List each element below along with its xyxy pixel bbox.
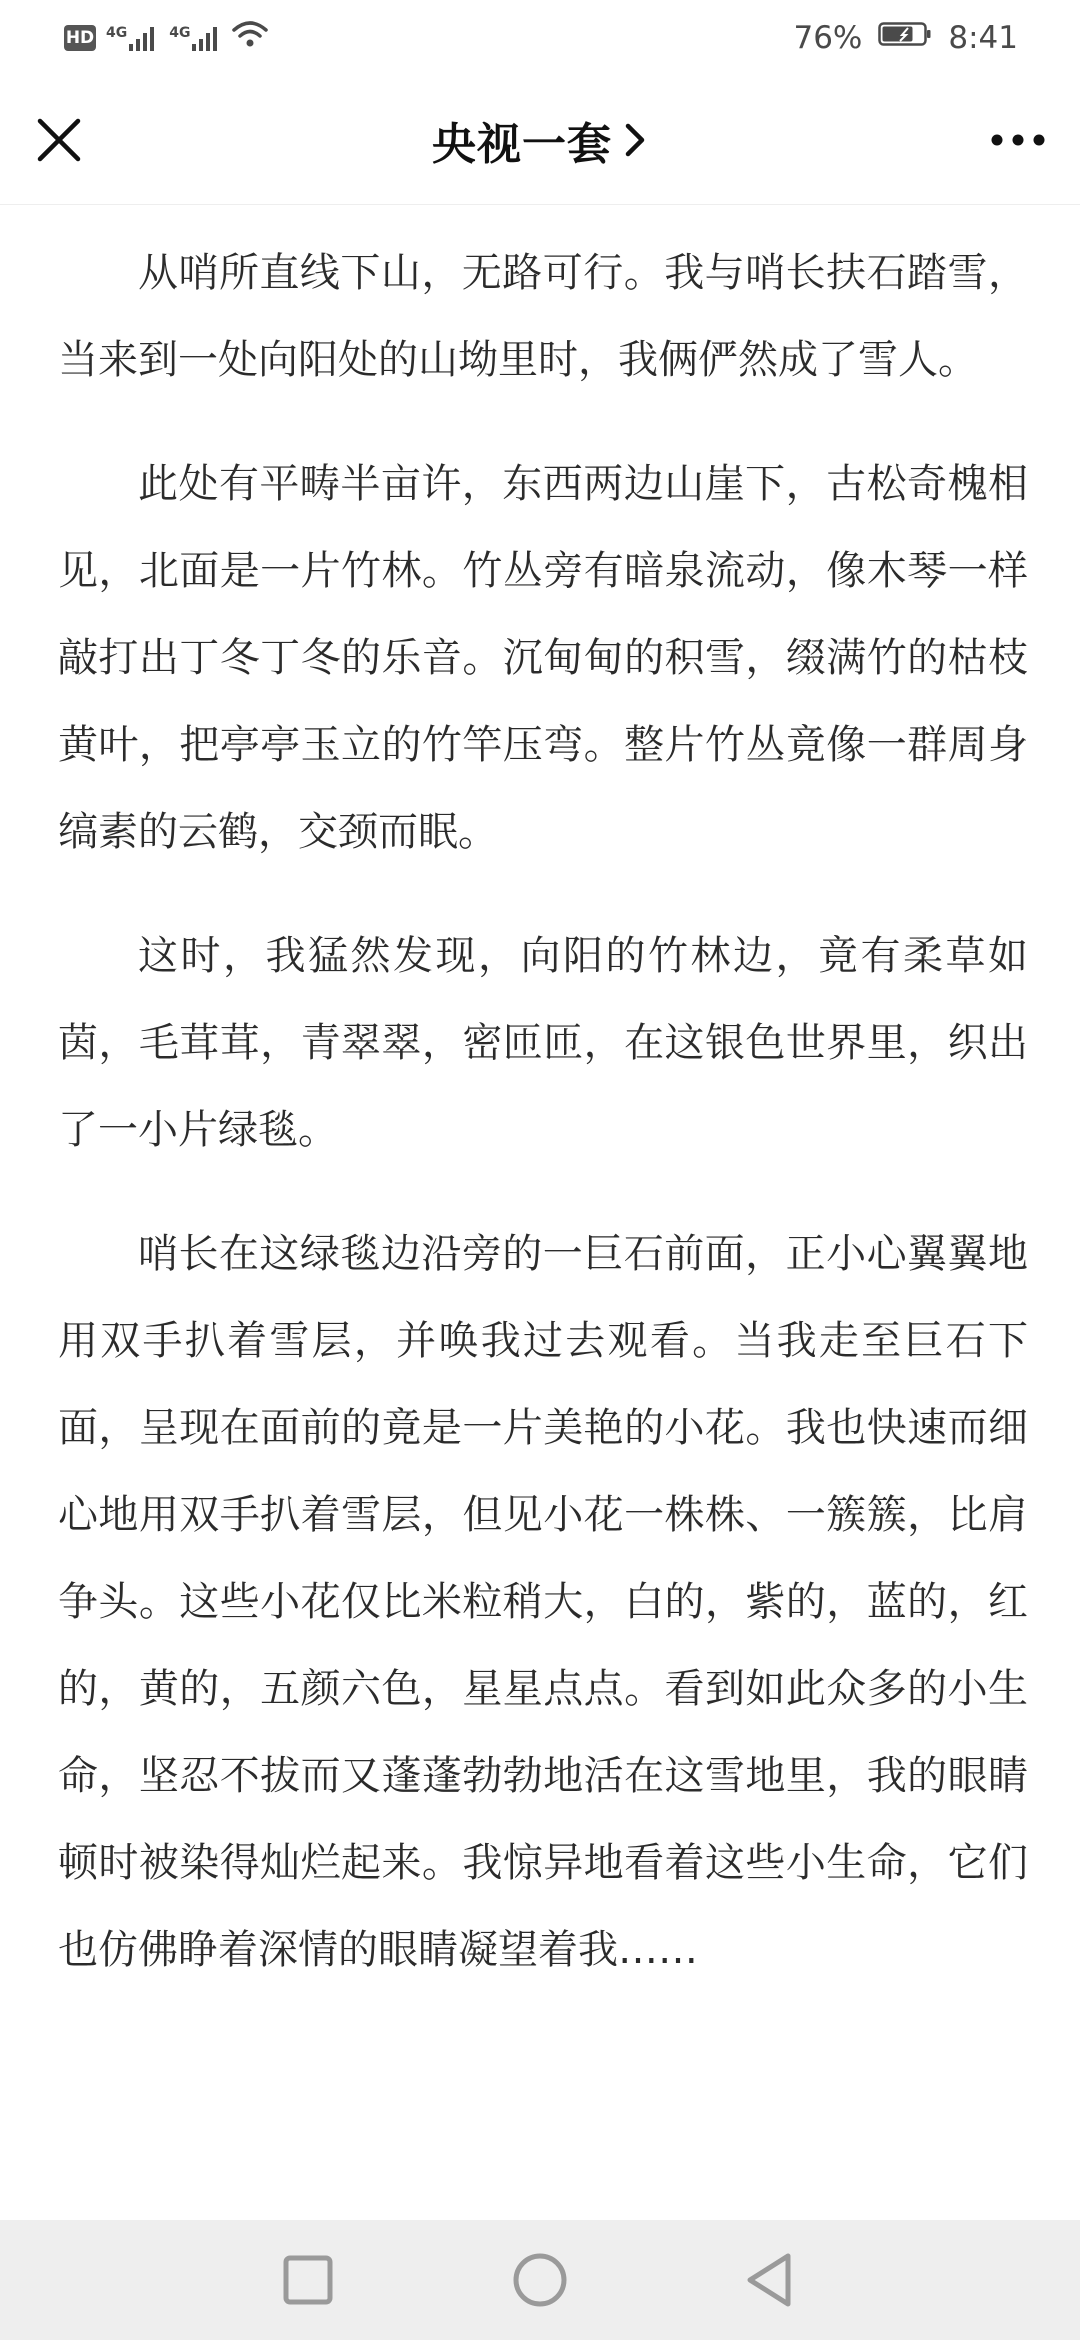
nav-bar: [0, 75, 1080, 205]
article-body: [58, 230, 1028, 2031]
chevron-right-icon: [622, 120, 648, 160]
network-type-label: 4G: [106, 24, 128, 41]
more-icon: [986, 111, 1050, 169]
page-title: 央视一套: [432, 119, 612, 170]
back-button[interactable]: [732, 2242, 808, 2318]
triangle-back-icon: [732, 2242, 808, 2318]
close-icon: [30, 111, 88, 169]
signal-icon: [106, 25, 159, 51]
status-bar: [0, 0, 1080, 75]
circle-icon: [502, 2242, 578, 2318]
article-paragraph: 这时，我猛然发现，向阳的竹林边，竟有柔草如茵，毛茸茸，青翠翠，密匝匝，在这银色世界里，织出了一小片绿毯。: [58, 933, 1028, 1153]
battery-percent: 76%: [793, 19, 863, 56]
article-paragraph: 哨长在这绿毯边沿旁的一巨石前面，正小心翼翼地用双手扒着雪层，并唤我过去观看。当我走至巨石下面，呈现在面前的竟是一片美艳的小花。我也快速而细心地用双手扒着雪层，但见小花一株株、一簇簇，比肩争头。这些小花仅比米粒稍大，白的，紫的，蓝的，红的，黄的，五颜六色，星星点点。看到如此众多的小生命，坚忍不拔而又蓬蓬勃勃地活在这雪地里，我的眼睛顿时被染得灿烂起来。我惊异地看着这些小生命，它们也仿佛睁着深情的眼睛凝望着我……: [58, 1231, 1028, 1973]
home-button[interactable]: [502, 2242, 578, 2318]
status-right: [793, 20, 1018, 56]
recents-button[interactable]: [270, 2242, 346, 2318]
article-paragraph: 从哨所直线下山，无路可行。我与哨长扶石踏雪，当来到一处向阳处的山坳里时，我俩俨然成了雪人。: [58, 250, 1028, 383]
square-icon: [270, 2242, 346, 2318]
hd-icon: HD: [64, 25, 96, 51]
close-button[interactable]: [30, 111, 88, 169]
wifi-icon: [232, 20, 268, 56]
more-button[interactable]: [986, 111, 1050, 169]
article-paragraph: 此处有平畴半亩许，东西两边山崖下，古松奇槐相见，北面是一片竹林。竹丛旁有暗泉流动，像木琴一样敲打出丁冬丁冬的乐音。沉甸甸的积雪，缀满竹的枯枝黄叶，把亭亭玉立的竹竿压弯。整片竹丛竟像一群周身缟素的云鹤，交颈而眠。: [58, 461, 1028, 855]
nav-title-wrap: [0, 75, 1080, 205]
battery-icon: [878, 20, 932, 56]
network-type-label: 4G: [169, 24, 191, 41]
system-nav-bar: [0, 2220, 1080, 2340]
clock-time: 8:41: [948, 19, 1018, 56]
account-title-link[interactable]: [432, 108, 648, 172]
status-left: [64, 20, 268, 56]
signal-icon: [169, 25, 222, 51]
